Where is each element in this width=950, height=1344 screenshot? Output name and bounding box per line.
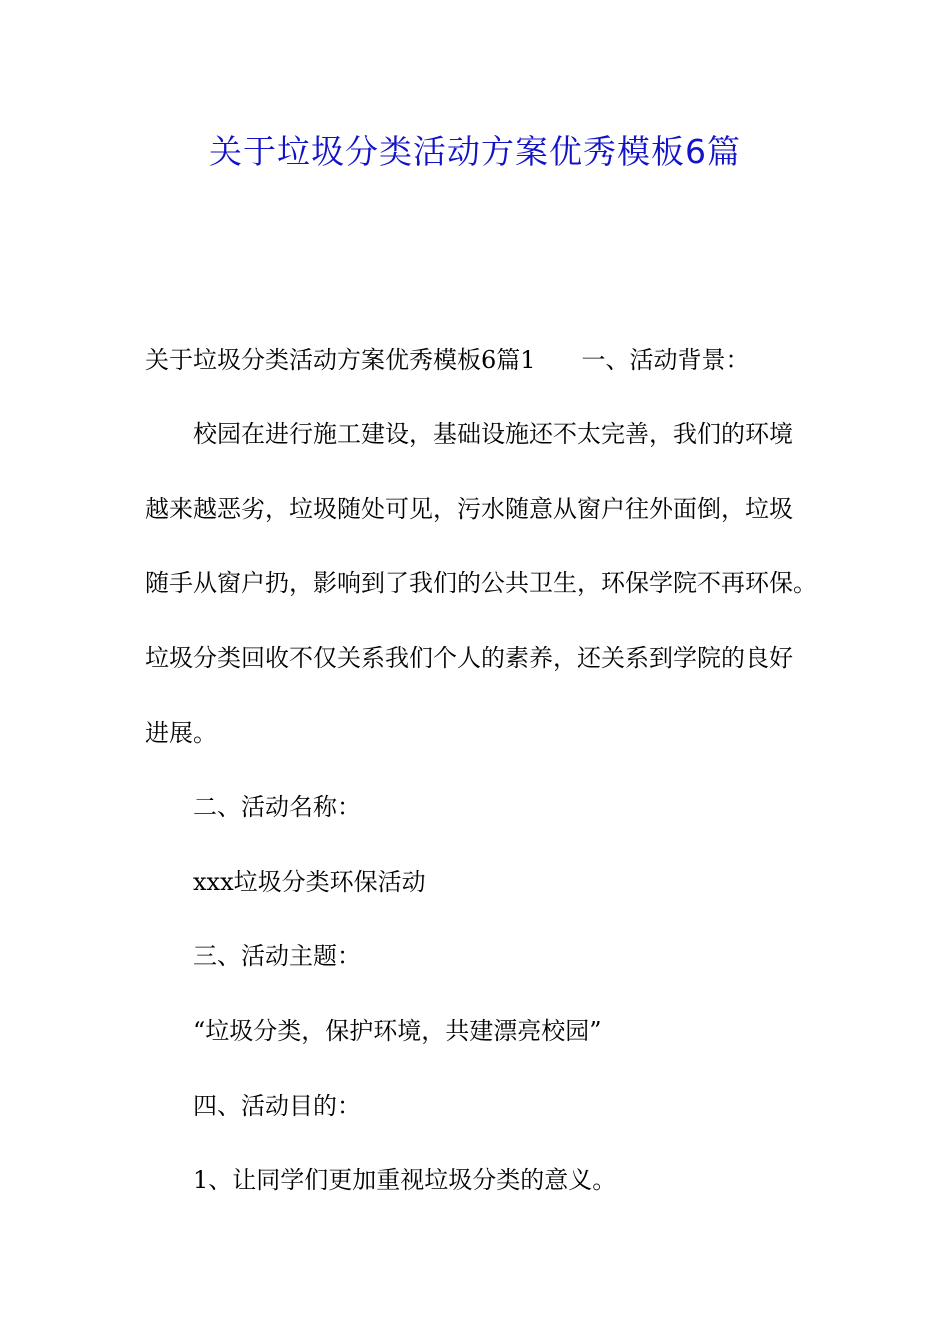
activity-name: xxx垃圾分类环保活动 xyxy=(193,868,426,896)
subtitle-line xyxy=(145,341,835,379)
section2-heading: 二、活动名称： xyxy=(193,793,361,821)
paragraph-line: 进展。 xyxy=(145,719,217,747)
document-title: 关于垃圾分类活动方案优秀模板6篇 xyxy=(209,132,741,171)
paragraph-line: 垃圾分类回收不仅关系我们个人的素养，还关系到学院的良好 xyxy=(145,644,793,672)
paragraph-line: 校园在进行施工建设，基础设施还不太完善，我们的环境 xyxy=(193,420,793,448)
subtitle: 关于垃圾分类活动方案优秀模板6篇1 xyxy=(145,346,536,374)
section4-heading: 四、活动目的： xyxy=(193,1092,361,1120)
paragraph-line: 随手从窗户扔，影响到了我们的公共卫生，环保学院不再环保。 xyxy=(145,569,817,597)
paragraph-line: 越来越恶劣，垃圾随处可见，污水随意从窗户往外面倒，垃圾 xyxy=(145,495,793,523)
purpose-item: 1、让同学们更加重视垃圾分类的意义。 xyxy=(193,1166,617,1194)
section3-heading: 三、活动主题： xyxy=(193,942,361,970)
activity-theme: “垃圾分类，保护环境，共建漂亮校园” xyxy=(193,1017,602,1045)
section1-heading: 一、活动背景： xyxy=(581,346,750,374)
